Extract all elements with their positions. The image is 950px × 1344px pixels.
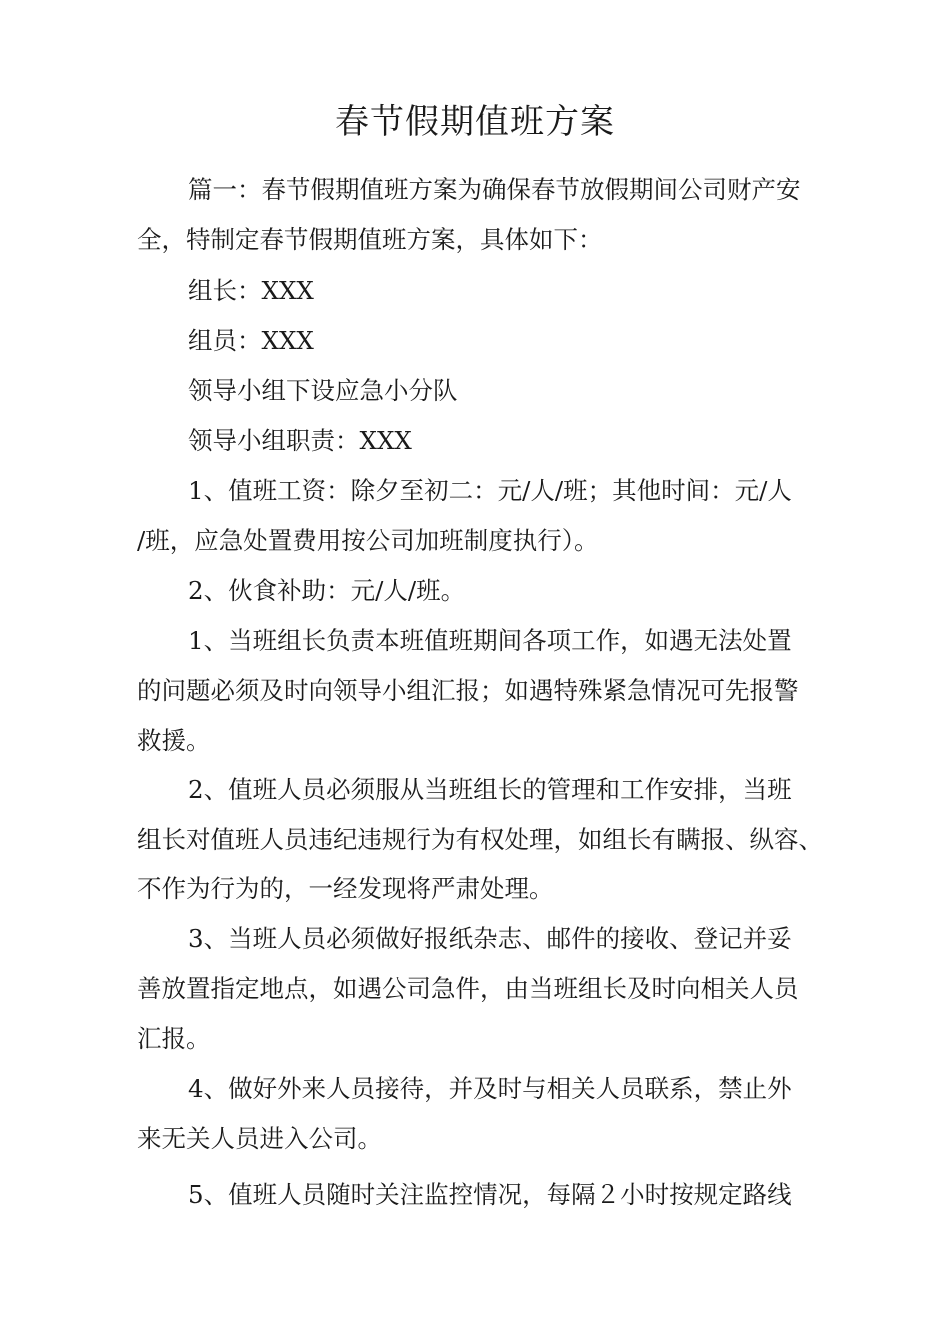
paragraph-line: 1、当班组长负责本班值班期间各项工作，如遇无法处置 — [188, 626, 792, 655]
paragraph-line: 救援。 — [137, 726, 211, 755]
paragraph-line: 篇一：春节假期值班方案为确保春节放假期间公司财产安 — [188, 175, 801, 204]
paragraph-line: 来无关人员进入公司。 — [137, 1124, 382, 1153]
paragraph-line: /班，应急处置费用按公司加班制度执行）。 — [137, 526, 599, 555]
paragraph-line: 2、值班人员必须服从当班组长的管理和工作安排，当班 — [188, 775, 792, 804]
paragraph-line: 组长对值班人员违纪违规行为有权处理，如组长有瞒报、纵容、 — [137, 825, 823, 854]
paragraph-line: 善放置指定地点，如遇公司急件，由当班组长及时向相关人员 — [137, 974, 799, 1003]
paragraph-line: 5、值班人员随时关注监控情况，每隔２小时按规定路线 — [188, 1180, 792, 1209]
paragraph-line: 全，特制定春节假期值班方案，具体如下： — [137, 225, 603, 254]
paragraph-line: 3、当班人员必须做好报纸杂志、邮件的接收、登记并妥 — [188, 924, 792, 953]
paragraph-line: 2、伙食补助：元/人/班。 — [188, 576, 466, 605]
paragraph-line: 领导小组职责：XXX — [188, 426, 412, 455]
paragraph-line: 1、值班工资：除夕至初二：元/人/班；其他时间：元/人 — [188, 476, 792, 505]
paragraph-line: 的问题必须及时向领导小组汇报；如遇特殊紧急情况可先报警 — [137, 676, 799, 705]
paragraph-line: 汇报。 — [137, 1024, 211, 1053]
paragraph-line: 组长：XXX — [188, 276, 314, 305]
paragraph-line: 不作为行为的，一经发现将严肃处理。 — [137, 874, 554, 903]
paragraph-line: 领导小组下设应急小分队 — [188, 376, 458, 405]
document-title: 春节假期值班方案 — [335, 102, 615, 142]
paragraph-line: 4、做好外来人员接待，并及时与相关人员联系，禁止外 — [188, 1074, 792, 1103]
paragraph-line: 组员：XXX — [188, 326, 314, 355]
